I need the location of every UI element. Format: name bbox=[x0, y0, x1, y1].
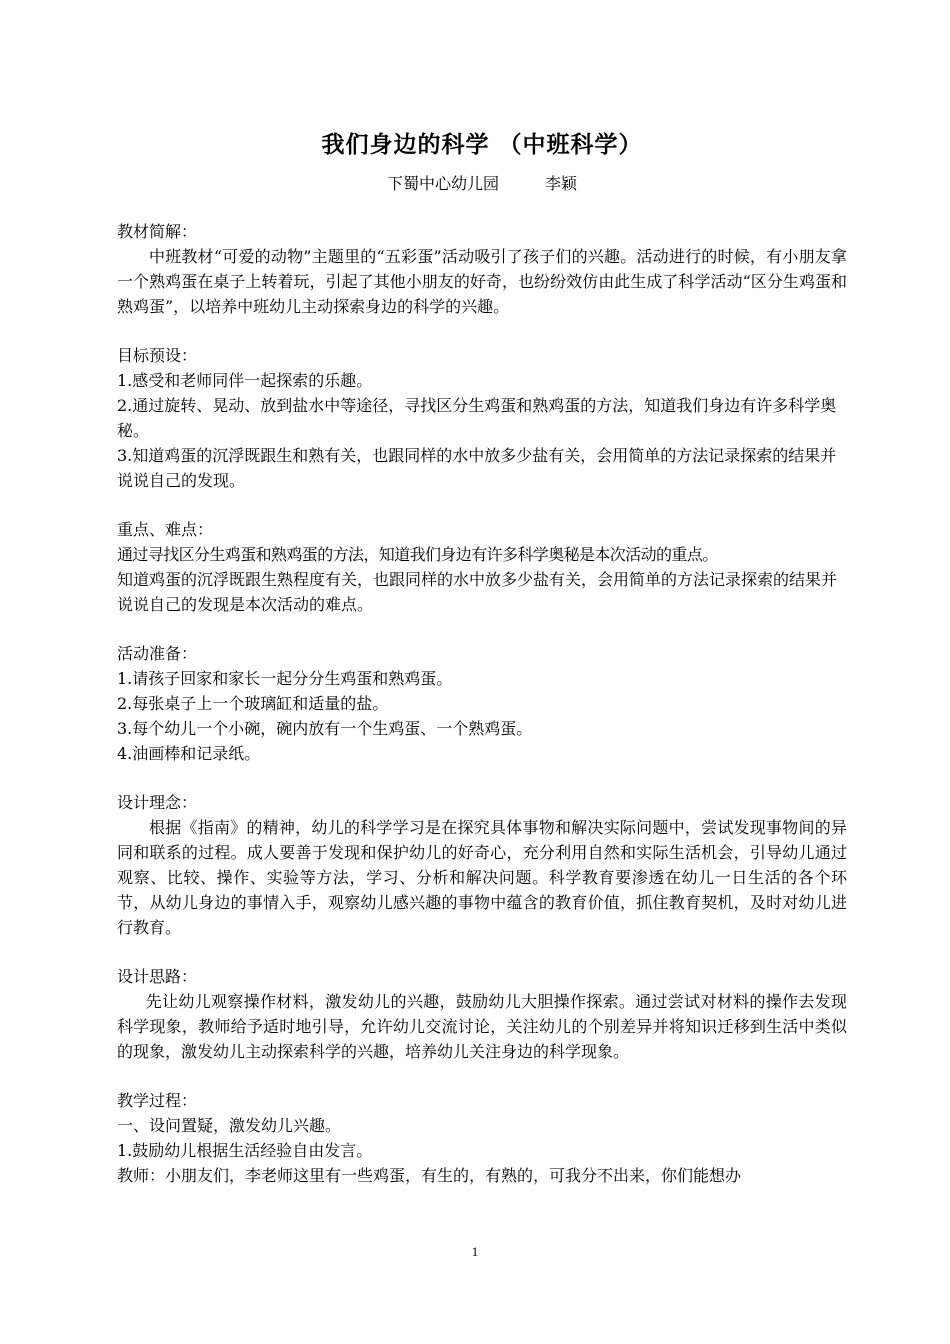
document-page bbox=[117, 128, 847, 1188]
section-concept bbox=[117, 790, 847, 940]
section-key-points bbox=[117, 517, 847, 617]
section-heading: 设计理念： bbox=[117, 793, 198, 812]
list-item: 3.每个幼儿一个小碗，碗内放有一个生鸡蛋、一个熟鸡蛋。 bbox=[117, 719, 533, 738]
list-item: 一、设问置疑，激发幼儿兴趣。 bbox=[117, 1116, 342, 1135]
list-item: 2.每张桌子上一个玻璃缸和适量的盐。 bbox=[117, 694, 389, 713]
section-heading: 设计思路： bbox=[117, 967, 198, 986]
section-paragraph: 先让幼儿观察操作材料，激发幼儿的兴趣，鼓励幼儿大胆操作探索。通过尝试对材料的操作去发现科学现象，教师给予适时地引导，允许幼儿交流讨论，关注幼儿的个别差异并将知识迁移到生活中类似的现象，激发幼儿主动探索科学的兴趣，培养幼儿关注身边的科学现象。 bbox=[117, 992, 847, 1061]
section-process bbox=[117, 1088, 847, 1188]
author-name: 李颖 bbox=[545, 174, 578, 193]
list-item: 教师：小朋友们，李老师这里有一些鸡蛋，有生的，有熟的，可我分不出来，你们能想办 bbox=[117, 1166, 742, 1185]
list-item: 通过寻找区分生鸡蛋和熟鸡蛋的方法，知道我们身边有许多科学奥秘是本次活动的重点。 bbox=[117, 545, 718, 564]
section-preparation bbox=[117, 641, 847, 766]
section-paragraph: 根据《指南》的精神，幼儿的科学学习是在探究具体事物和解决实际问题中，尝试发现事物间的异同和联系的过程。成人要善于发现和保护幼儿的好奇心，充分利用自然和实际生活机会，引导幼儿通过观察、比较、操作、实验等方法，学习、分析和解决问题。科学教育要渗透在幼儿一日生活的各个环节，从幼儿身边的事情入手，观察幼儿感兴趣的事物中蕴含的教育价值，抓住教育契机，及时对幼儿进行教育。 bbox=[117, 818, 847, 937]
section-heading: 重点、难点： bbox=[117, 520, 214, 539]
list-item: 1.感受和老师同伴一起探索的乐趣。 bbox=[117, 371, 373, 390]
list-item: 2.通过旋转、晃动、放到盐水中等途径，寻找区分生鸡蛋和熟鸡蛋的方法，知道我们身边有许多科学奥秘。 bbox=[117, 396, 837, 440]
list-item: 知道鸡蛋的沉浮既跟生熟程度有关，也跟同样的水中放多少盐有关，会用简单的方法记录探索的结果并说说自己的发现是本次活动的难点。 bbox=[117, 570, 838, 614]
author-line bbox=[117, 172, 847, 196]
list-item: 1.鼓励幼儿根据生活经验自由发言。 bbox=[117, 1141, 373, 1160]
section-goals bbox=[117, 343, 847, 493]
list-item: 3.知道鸡蛋的沉浮既跟生和熟有关，也跟同样的水中放多少盐有关，会用简单的方法记录探索的结果并说说自己的发现。 bbox=[117, 446, 837, 490]
section-heading: 活动准备： bbox=[117, 644, 198, 663]
list-item: 4.油画棒和记录纸。 bbox=[117, 744, 261, 763]
section-heading: 目标预设： bbox=[117, 346, 198, 365]
section-heading: 教学过程： bbox=[117, 1091, 198, 1110]
author-school: 下蜀中心幼儿园 bbox=[386, 174, 499, 193]
page-number: 1 bbox=[471, 1244, 479, 1259]
section-material bbox=[117, 219, 847, 319]
section-ideas bbox=[117, 964, 847, 1064]
section-heading: 教材简解： bbox=[117, 222, 198, 241]
section-paragraph: 中班教材“可爱的动物”主题里的“五彩蛋”活动吸引了孩子们的兴趣。活动进行的时候，有小朋友拿一个熟鸡蛋在桌子上转着玩，引起了其他小朋友的好奇，也纷纷效仿由此生成了科学活动“区分生鸡蛋和熟鸡蛋”，以培养中班幼儿主动探索身边的科学的兴趣。 bbox=[117, 247, 847, 316]
document-title: 我们身边的科学 （中班科学） bbox=[321, 132, 643, 158]
list-item: 1.请孩子回家和家长一起分分生鸡蛋和熟鸡蛋。 bbox=[117, 669, 453, 688]
